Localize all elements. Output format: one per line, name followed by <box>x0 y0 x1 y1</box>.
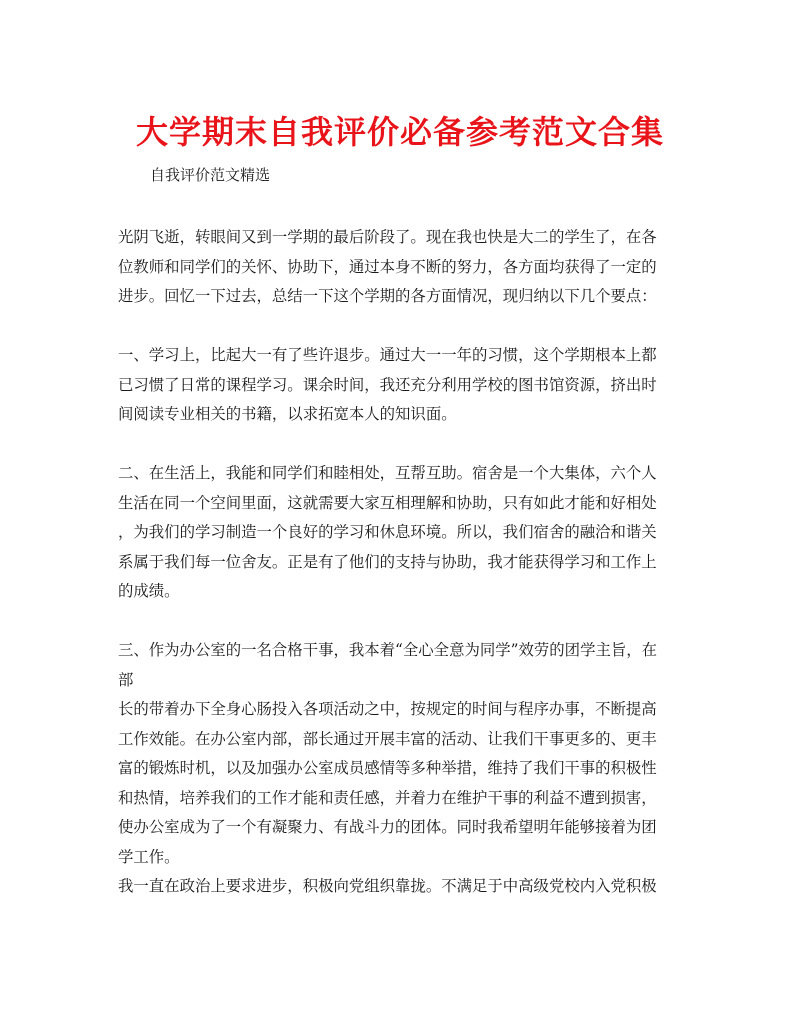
paragraph-line: 使办公室成为了一个有凝聚力、有战斗力的团体。同时我希望明年能够接着为团 <box>118 818 657 836</box>
body-paragraph <box>118 459 684 607</box>
document-title: 大学期末自我评价必备参考范文合集 <box>135 113 664 151</box>
paragraph-line: ，为我们的学习制造一个良好的学习和休息环境。所以，我们宿舍的融洽和谐关 <box>118 523 657 541</box>
paragraph-line: 工作效能。在办公室内部，部长通过开展丰富的活动、让我们干事更多的、更丰 <box>118 729 657 748</box>
paragraph-line: 已习惯了日常的课程学习。课余时间，我还充分利用学校的图书馆资源，挤出时 <box>118 375 657 394</box>
document-body <box>118 223 684 902</box>
paragraph-line: 一、学习上，比起大一有了些许退步。通过大一一年的习惯，这个学期根本上都 <box>118 346 657 364</box>
paragraph-line: 学工作。 <box>118 847 180 866</box>
body-paragraph <box>118 223 684 312</box>
paragraph-line: 系属于我们每一位舍友。正是有了他们的支持与协助，我才能获得学习和工作上 <box>118 552 657 571</box>
paragraph-line: 部 <box>118 670 134 689</box>
paragraph-line: 生活在同一个空间里面，这就需要大家互相理解和协助，只有如此才能和好相处 <box>118 493 657 512</box>
paragraph-line: 位教师和同学们的关怀、协助下，通过本身不断的努力，各方面均获得了一定的 <box>118 257 657 276</box>
paragraph-line: 我一直在政治上要求进步，积极向党组织靠拢。不满足于中高级党校内入党积极 <box>118 877 657 895</box>
paragraph-line: 富的锻炼时机，以及加强办公室成员感情等多种举措，维持了我们干事的积极性 <box>118 759 657 777</box>
paragraph-line: 长的带着办下全身心肠投入各项活动之中，按规定的时间与程序办事，不断提高 <box>118 700 657 718</box>
body-paragraph <box>118 341 684 430</box>
document-subtitle: 自我评价范文精选 <box>150 166 271 184</box>
paragraph-line: 三、作为办公室的一名合格干事，我本着“全心全意为同学”效劳的团学主旨，在 <box>118 641 658 659</box>
paragraph-line: 进步。回忆一下过去，总结一下这个学期的各方面情况，现归纳以下几个要点： <box>118 287 657 305</box>
paragraph-line: 二、在生活上，我能和同学们和睦相处，互帮互助。宿舍是一个大集体，六个人 <box>118 464 657 482</box>
body-paragraph <box>118 636 684 902</box>
paragraph-line: 和热情，培养我们的工作才能和责任感，并着力在维护干事的利益不遭到损害， <box>118 788 657 807</box>
paragraph-line: 间阅读专业相关的书籍，以求拓宽本人的知识面。 <box>118 405 457 423</box>
paragraph-line: 光阴飞逝，转眼间又到一学期的最后阶段了。现在我也快是大二的学生了，在各 <box>118 228 657 246</box>
paragraph-line: 的成绩。 <box>118 582 180 600</box>
